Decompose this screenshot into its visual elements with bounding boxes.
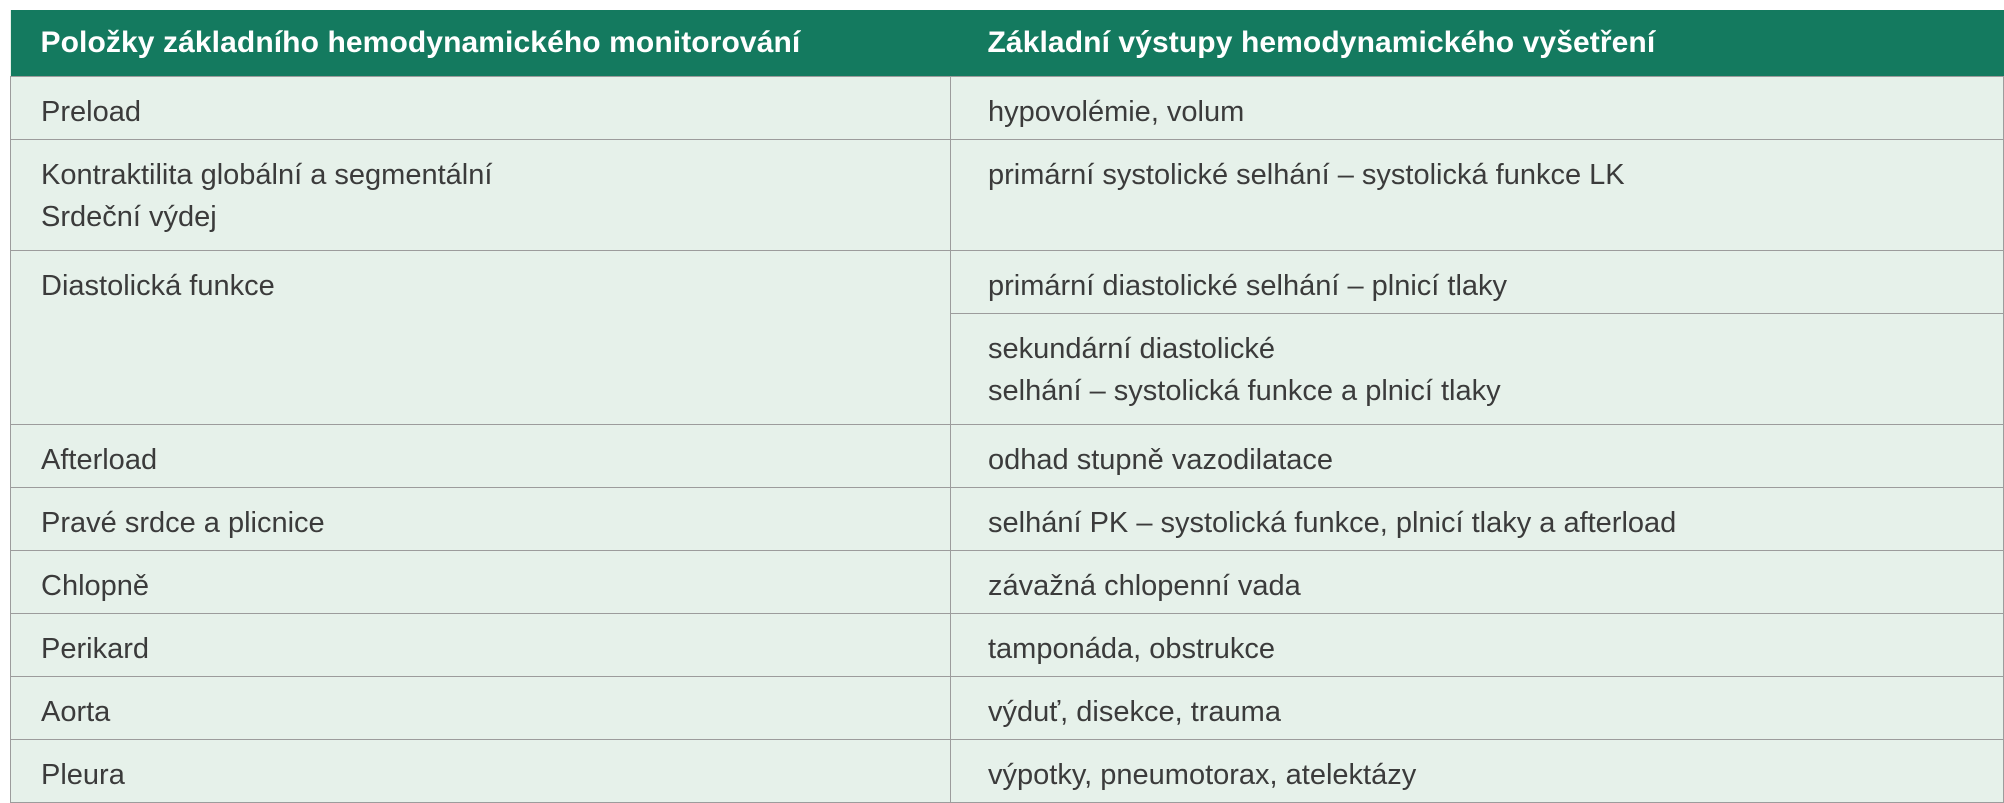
cell-text: výduť, disekce, trauma — [988, 696, 1281, 728]
cell-text: primární diastolické selhání – plnicí tlaky — [988, 270, 1508, 302]
table-row — [11, 140, 2004, 251]
cell-text: odhad stupně vazodilatace — [988, 444, 1334, 476]
column-header-monitoring-items: Položky základního hemodynamického monitorování — [11, 10, 951, 77]
row-item-cell — [11, 614, 951, 677]
cell-text: tamponáda, obstrukce — [988, 633, 1275, 665]
row-output-cell — [951, 614, 2004, 677]
table-row — [11, 77, 2004, 140]
hemodynamic-table — [10, 10, 2004, 803]
row-item-cell — [11, 77, 951, 140]
row-item-cell — [11, 488, 951, 551]
cell-text: hypovolémie, volum — [988, 96, 1245, 128]
row-output-cell — [951, 140, 2004, 251]
cell-text: selhání – systolická funkce a plnicí tlaky — [988, 375, 1501, 407]
row-item-cell — [11, 677, 951, 740]
cell-text: Preload — [41, 96, 141, 128]
table-row — [11, 425, 2004, 488]
table-row — [11, 740, 2004, 803]
table-row — [11, 551, 2004, 614]
row-output-cell — [951, 551, 2004, 614]
cell-text: primární systolické selhání – systolická funkce LK — [988, 159, 1625, 191]
cell-text: sekundární diastolické — [988, 333, 1275, 365]
cell-text: Aorta — [41, 696, 111, 728]
table-header-row — [11, 10, 2004, 77]
cell-text: selhání PK – systolická funkce, plnicí tlaky a afterload — [988, 507, 1677, 539]
cell-text: Pravé srdce a plicnice — [41, 507, 325, 539]
row-output-cell — [951, 677, 2004, 740]
table-row — [11, 677, 2004, 740]
row-item-cell — [11, 140, 951, 251]
row-item-cell — [11, 551, 951, 614]
cell-text: Afterload — [41, 444, 158, 476]
row-item-cell — [11, 740, 951, 803]
cell-text: Pleura — [41, 759, 125, 791]
cell-text: Kontraktilita globální a segmentální — [41, 159, 493, 191]
row-output-cell — [951, 740, 2004, 803]
row-output-cell — [951, 488, 2004, 551]
column-header-exam-outputs: Základní výstupy hemodynamického vyšetření — [951, 10, 2004, 77]
row-output-cell — [951, 251, 2004, 314]
row-output-cell — [951, 314, 2004, 425]
cell-text: Chlopně — [41, 570, 150, 602]
cell-text: Diastolická funkce — [41, 270, 275, 302]
row-item-cell — [11, 425, 951, 488]
table-row — [11, 488, 2004, 551]
row-output-cell — [951, 77, 2004, 140]
cell-text: Perikard — [41, 633, 149, 665]
cell-text: výpotky, pneumotorax, atelektázy — [988, 759, 1417, 791]
cell-text: závažná chlopenní vada — [988, 570, 1301, 602]
table-row — [11, 251, 2004, 314]
cell-text: Srdeční výdej — [41, 201, 217, 233]
row-item-cell — [11, 251, 951, 425]
table-row — [11, 614, 2004, 677]
row-output-cell — [951, 425, 2004, 488]
